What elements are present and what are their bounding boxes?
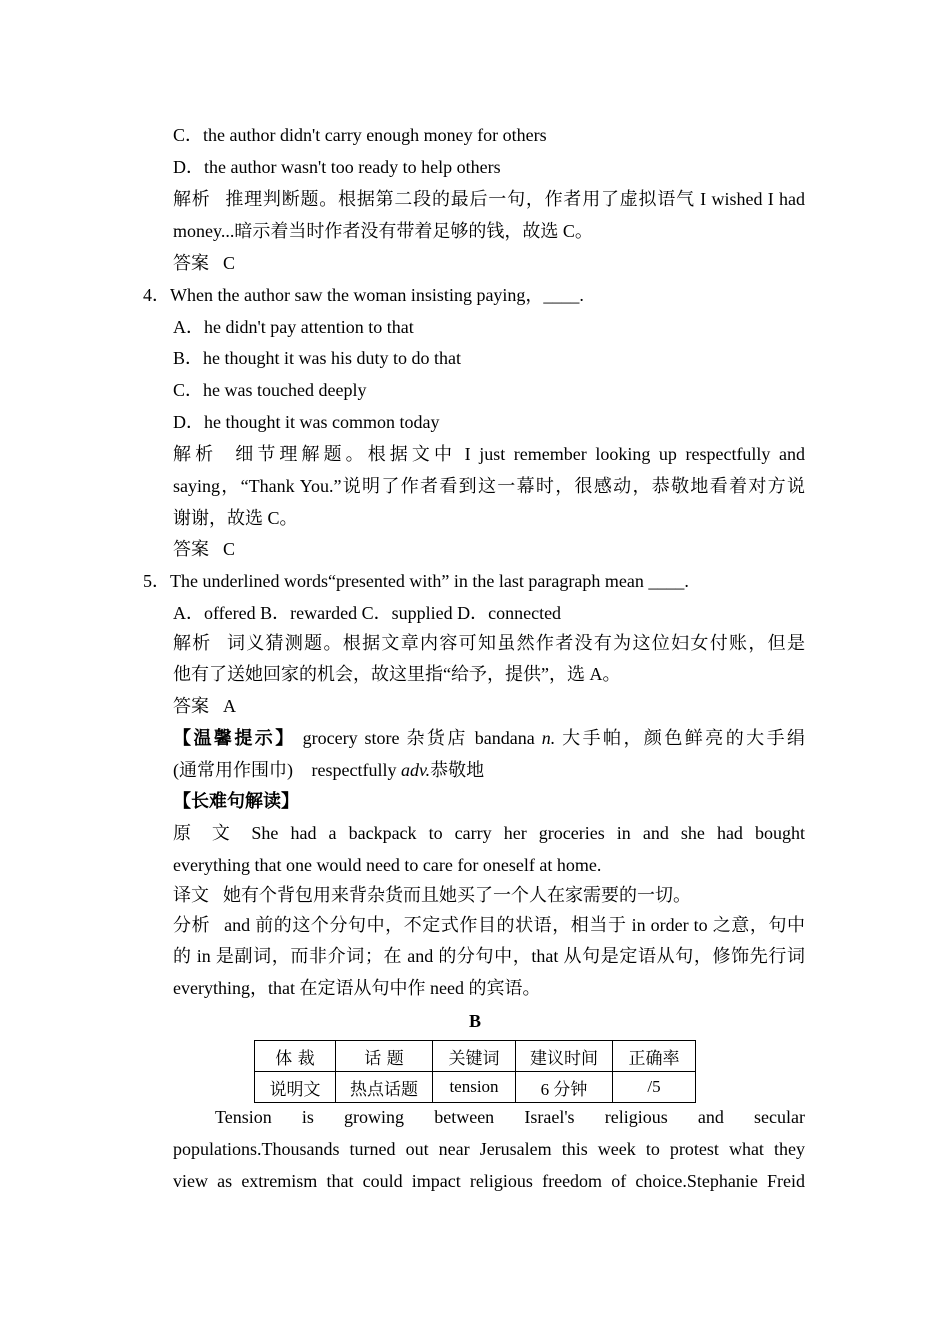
- q4-analysis-line-1: [173, 438, 805, 470]
- table-header-cell: 正确率: [613, 1041, 696, 1072]
- q3-option-d: D．the author wasn't too ready to help others: [173, 157, 501, 177]
- tips-line-1: [173, 722, 805, 754]
- tip-bandana-pos: n.: [541, 728, 556, 748]
- q5-answer: [173, 690, 805, 722]
- table-header-cell: 关键词: [433, 1041, 516, 1072]
- passage-line-3: view as extremism that could impact religious freedom of choice.Stephanie Freid: [173, 1171, 805, 1191]
- translation-line: [173, 879, 805, 911]
- tip-bandana: bandana: [474, 728, 535, 748]
- table-header-cell: 体 裁: [255, 1041, 336, 1072]
- answer-label: 答案: [173, 696, 209, 717]
- q5-question: 5．The underlined words“presented with” in the last paragraph mean ____.: [143, 571, 689, 591]
- original-line-1: [173, 817, 805, 849]
- q4-answer: [173, 533, 805, 565]
- q3-analysis-line-1: [173, 183, 805, 215]
- original-label: 原 文: [173, 823, 238, 844]
- table-cell: 说明文: [255, 1072, 336, 1103]
- q5-answer-value: A: [223, 696, 236, 716]
- table-cell: 6 分钟: [516, 1072, 613, 1103]
- q4-analysis-line-2: saying，“Thank You.”说明了作者看到这一幕时，很感动，恭敬地看着对方说: [173, 476, 805, 496]
- q3-answer: [173, 247, 805, 279]
- sentence-analysis-line-2: 的 in 是副词，而非介词；在 and 的分句中，that 从句是定语从句，修饰先行词: [173, 946, 805, 966]
- q3-analysis-line-2: money...暗示着当时作者没有带着足够的钱，故选 C。: [173, 221, 593, 241]
- long-sentence-heading: 【长难句解读】: [173, 791, 299, 812]
- tip-bandana-meaning: 大手帕，颜色鲜亮的大手绢: [562, 728, 806, 748]
- q4-answer-value: C: [223, 539, 236, 559]
- passage-line-1: Tension is growing between Israel's religious and secular: [215, 1107, 805, 1127]
- analysis-label: 解析: [173, 444, 218, 465]
- q4-analysis-text-1: 细节理解题。根据文中 I just remember looking up respectfully and: [231, 444, 806, 464]
- table-row: [255, 1072, 696, 1103]
- q4-question: 4．When the author saw the woman insisting paying，____.: [143, 285, 584, 305]
- q4-option-c: C．he was touched deeply: [173, 380, 367, 400]
- sentence-analysis-line-1: [173, 909, 805, 941]
- tips-label: 【温馨提示】: [173, 728, 296, 749]
- q5-options: A．offered B．rewarded C．supplied D．connected: [173, 603, 562, 623]
- q4-option-b: B．he thought it was his duty to do that: [173, 348, 461, 368]
- q5-analysis-line-1: [173, 627, 805, 659]
- analysis-label: 解析: [173, 189, 211, 210]
- q3-analysis-text-1: 推理判断题。根据第二段的最后一句，作者用了虚拟语气 I wished I had: [224, 189, 805, 209]
- tips-line-2: [173, 754, 805, 786]
- q4-analysis-line-3: 谢谢，故选 C。: [173, 508, 298, 528]
- tip-respectfully-pos: adv.: [400, 760, 431, 780]
- tip-bandana-note: (通常用作围巾): [173, 760, 293, 780]
- table-cell: tension: [433, 1072, 516, 1103]
- analysis-label: 解析: [173, 633, 212, 654]
- table-cell: 热点话题: [336, 1072, 433, 1103]
- sentence-analysis-text-1: and 前的这个分句中，不定式作目的状语，相当于 in order to 之意，句中: [224, 915, 806, 935]
- original-text-1: She had a backpack to carry her groceries in and she had bought: [251, 823, 805, 843]
- q3-answer-value: C: [223, 253, 236, 273]
- q3-option-c: C．the author didn't carry enough money for others: [173, 125, 547, 145]
- q5-analysis-text-1: 词义猜测题。根据文章内容可知虽然作者没有为这位妇女付账，但是: [225, 633, 805, 653]
- tip-grocery-store: grocery store 杂货店: [302, 728, 468, 748]
- passage-info-table: [254, 1040, 696, 1103]
- translation-text: 她有个背包用来背杂货而且她买了一个人在家需要的一切。: [223, 885, 691, 905]
- table-header-row: [255, 1041, 696, 1072]
- answer-label: 答案: [173, 539, 209, 560]
- translation-label: 译文: [173, 885, 209, 906]
- passage-line-2: populations.Thousands turned out near Jerusalem this week to protest what they: [173, 1139, 805, 1159]
- q4-option-a: A．he didn't pay attention to that: [173, 317, 414, 337]
- q4-option-d: D．he thought it was common today: [173, 412, 440, 432]
- table-cell: /5: [613, 1072, 696, 1103]
- tip-respectfully: respectfully: [311, 760, 397, 780]
- q5-analysis-line-2: 他有了送她回家的机会，故这里指“给予，提供”，选 A。: [173, 664, 621, 684]
- tip-respectfully-meaning: 恭敬地: [430, 760, 485, 780]
- table-header-cell: 建议时间: [516, 1041, 613, 1072]
- sentence-analysis-line-3: everything，that 在定语从句中作 need 的宾语。: [173, 978, 541, 998]
- sentence-analysis-label: 分析: [173, 915, 211, 936]
- answer-label: 答案: [173, 253, 209, 274]
- original-line-2: everything that one would need to care for oneself at home.: [173, 855, 602, 875]
- table-header-cell: 话 题: [336, 1041, 433, 1072]
- section-b-title: B: [468, 1011, 481, 1031]
